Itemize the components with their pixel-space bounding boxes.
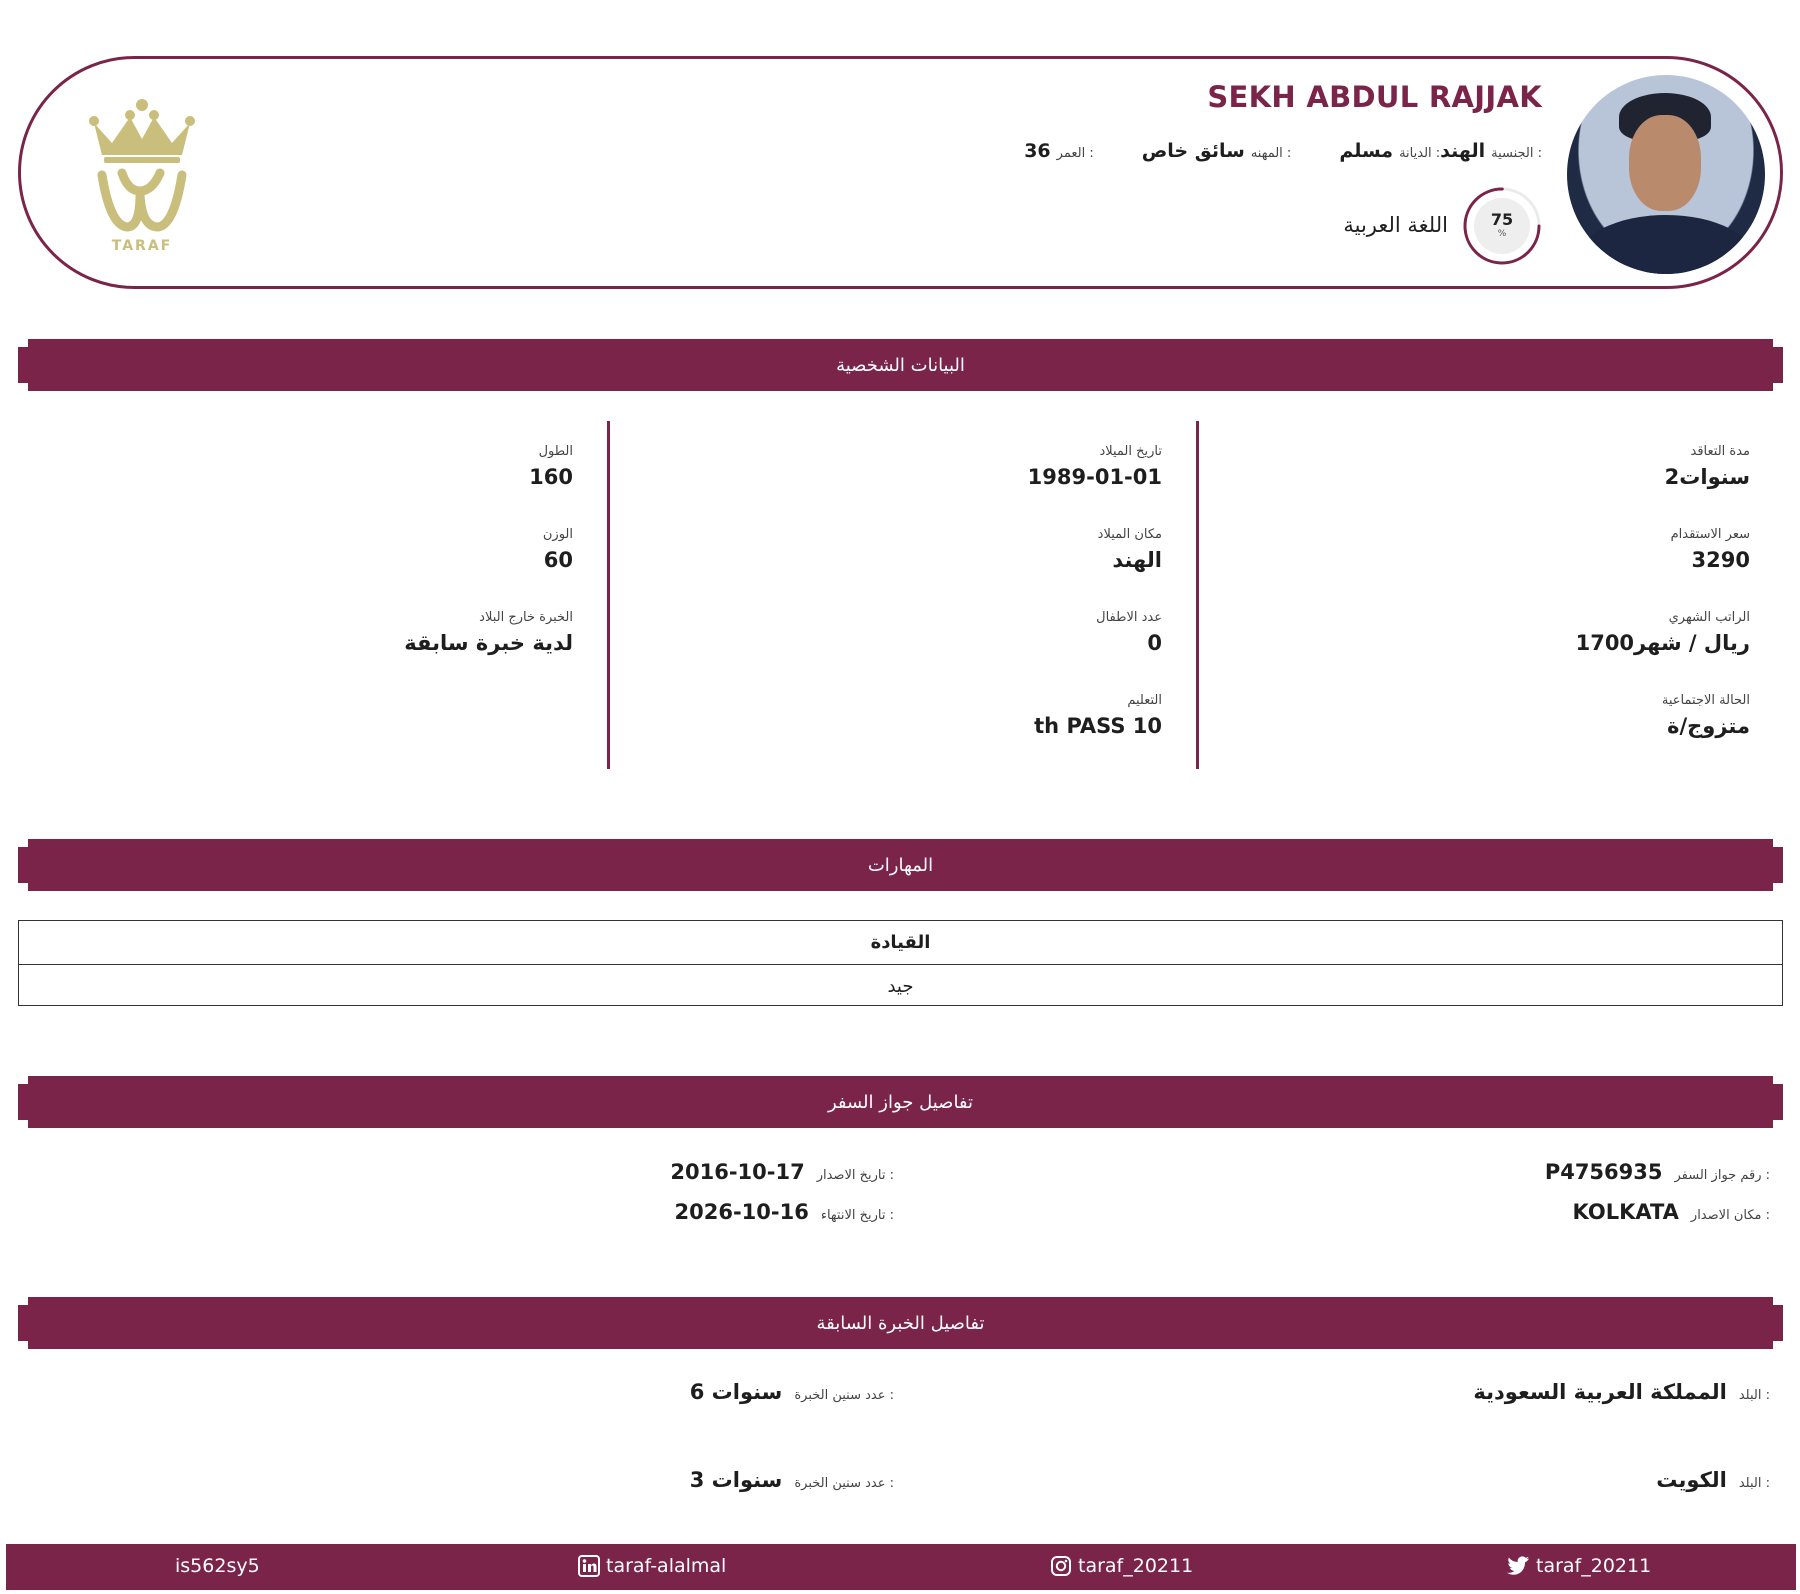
field-monthly-salary: الراتب الشهري 1700ريال / شهر [1575,610,1750,655]
section-bar-personal [18,339,1783,391]
field-birth-place: مكان الميلاد الهند [1097,527,1162,572]
field-children-count: عدد الاطفال 0 [1096,610,1162,655]
meta-religion: الديانة : مسلم [1339,140,1441,162]
footer-twitter-link[interactable]: taraf_20211 [1506,1555,1651,1577]
section-bar-skills [18,839,1783,891]
passport-issue-date: تاريخ الاصدار : 2016-10-17 [670,1160,894,1184]
meta-age: العمر : 36 [1024,140,1094,162]
language-score: 75 [1490,210,1514,229]
column-divider [1196,421,1199,769]
skill-level: جيد [19,964,1782,1008]
experience-years: عدد سنين الخبرة : 3 سنوات [689,1468,894,1492]
field-experience-abroad: الخبرة خارج البلاد لدية خبرة سابقة [404,610,573,655]
meta-nationality: الجنسية : الهند [1440,140,1542,162]
experience-country: البلد : الكويت [1656,1468,1770,1492]
passport-expiry-date: تاريخ الانتهاء : 2026-10-16 [674,1200,894,1224]
field-birth-date: تاريخ الميلاد 1989-01-01 [1027,444,1162,489]
profile-photo [1567,75,1765,274]
experience-country: البلد : المملكة العربية السعودية [1473,1380,1770,1404]
language-score-unit: % [1497,229,1507,239]
section-bar-passport [18,1076,1783,1128]
field-recruitment-price: سعر الاستقدام 3290 [1670,527,1750,572]
language-label: اللغة العربية [1343,213,1448,237]
column-divider [607,421,610,769]
passport-issue-place: مكان الاصدار : KOLKATA [1572,1200,1770,1224]
instagram-icon [1050,1555,1072,1577]
section-title-personal: البيانات الشخصية [836,354,965,376]
taraf-logo [82,95,202,255]
candidate-name: SEKH ABDUL RAJJAK [1207,80,1542,114]
experience-years: عدد سنين الخبرة : 6 سنوات [689,1380,894,1404]
footer-instagram-link[interactable]: taraf_20211 [1050,1555,1193,1577]
footer-linkedin-link[interactable]: taraf-alalmal [578,1555,726,1577]
skills-table [18,920,1783,1006]
twitter-icon [1506,1555,1530,1577]
section-bar-experience [18,1297,1783,1349]
passport-number: رقم جواز السفر : P4756935 [1544,1160,1770,1184]
candidate-meta-row [976,140,1542,162]
skill-name: القيادة [870,932,931,953]
field-marital-status: الحالة الاجتماعية متزوج/ة [1661,693,1750,738]
linkedin-icon [578,1555,600,1577]
section-title-experience: تفاصيل الخبرة السابقة [816,1312,985,1334]
field-height: الطول 160 [529,444,573,489]
field-weight: الوزن 60 [542,527,573,572]
section-title-passport: تفاصيل جواز السفر [827,1091,974,1113]
footer-code: is562sy5 [175,1555,260,1577]
taraf-logo-text: TARAF [111,238,173,254]
field-education: التعليم th PASS 10 [1034,693,1162,738]
meta-profession: المهنه : سائق خاص [1141,140,1292,162]
field-contract-duration: مدة التعاقد 2سنوات [1664,444,1750,489]
section-title-skills: المهارات [867,854,934,876]
